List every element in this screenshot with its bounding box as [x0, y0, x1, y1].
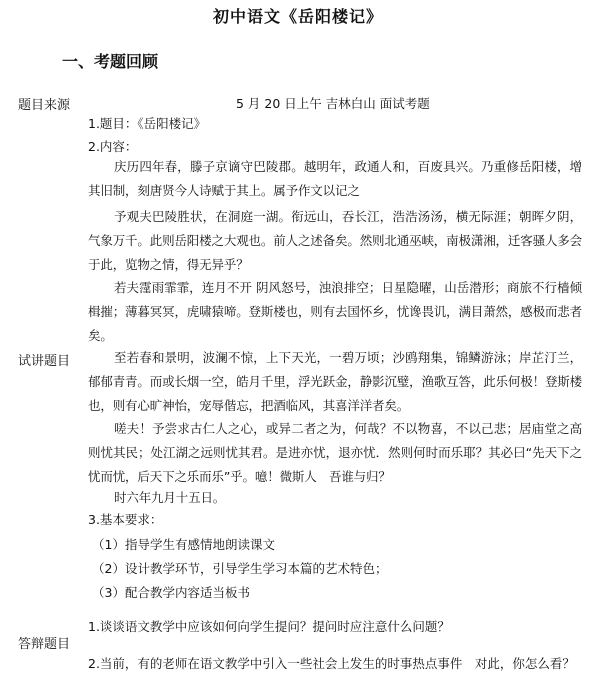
content-label: 2.内容：	[88, 139, 138, 154]
defense-question-2: 2.当前，有的老师在语文教学中引入一些社会上发生的时事热点事件 对此，你怎么看？	[88, 656, 575, 671]
source-text: 5 月 20 日上午 吉林白山 面试考题	[236, 96, 430, 111]
requirements-label: 3.基本要求：	[88, 512, 163, 527]
passage-paragraph-6: 时六年九月十五日。	[114, 490, 226, 505]
topic-line: 1.题目：《岳阳楼记》	[88, 116, 207, 131]
passage-paragraph-1: 庆历四年春，滕子京谪守巴陵郡。越明年，政通人和，百废具兴。乃重修岳阳楼，增其旧制，刻唐贤今人诗赋于其上。属予作文以记之	[88, 159, 582, 198]
passage-paragraph-2: 予观夫巴陵胜状，在洞庭一湖。衔远山，吞长江，浩浩汤汤，横无际涯；朝晖夕阴，气象万千。此则岳阳楼之大观也。前人之述备矣。然则北通巫峡，南极潇湘，迁客骚人多会于此，览物之情，得无异乎？	[88, 209, 583, 272]
passage-paragraph-3: 若夫霪雨霏霏，连月不开 阴风怒号，浊浪排空；日星隐曜，山岳潜形；商旅不行樯倾楫摧；薄暮冥冥，虎啸猿啼。登斯楼也，则有去国怀乡，忧谗畏讥，满目萧然，感极而悲者矣。	[88, 280, 583, 343]
passage-paragraph-5: 嗟夫！予尝求古仁人之心，或异二者之为，何哉？不以物喜，不以己悲；居庙堂之高则忧其民；处江湖之远则忧其君。是进亦忧，退亦忧．然则何时而乐耶？其必曰“先天下之忧而忧，后天下之乐而乐”乎。噫！微斯人 吾谁与归？	[88, 421, 582, 484]
label-source: 题目来源	[18, 98, 71, 113]
requirement-1: （1）指导学生有感情地朗读课文	[92, 537, 275, 552]
label-lecture: 试讲题目	[18, 354, 71, 369]
document-title: 初中语文《岳阳楼记》	[212, 7, 383, 26]
section-heading: 一、考题回顾	[62, 52, 159, 71]
requirement-3: （3）配合教学内容适当板书	[92, 585, 250, 600]
label-defense: 答辩题目	[18, 637, 71, 652]
defense-question-1: 1.谈谈语文教学中应该如何向学生提问？提问时应注意什么问题？	[88, 619, 450, 634]
passage-paragraph-4: 至若春和景明，波澜不惊，上下天光，一碧万顷；沙鸥翔集，锦鳞游泳；岸芷汀兰，郁郁青青。而或长烟一空，皓月千里，浮光跃金，静影沉璧，渔歌互答，此乐何极！登斯楼也，则有心旷神怡，宠辱偕忘，把酒临风，其喜洋洋者矣。	[88, 350, 583, 413]
requirement-2: （2）设计教学环节，引导学生学习本篇的艺术特色；	[92, 561, 388, 576]
